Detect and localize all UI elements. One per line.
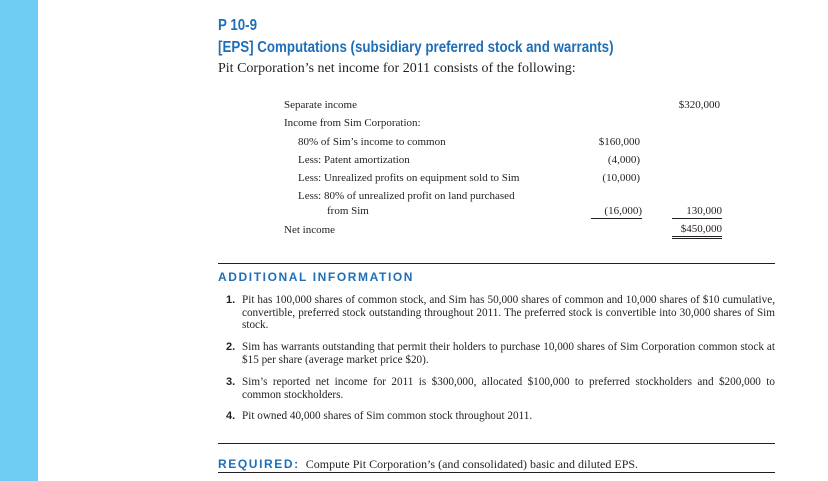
- section-divider: [218, 263, 775, 264]
- problem-title: [EPS] Computations (subsidiary preferred stock and warrants): [218, 39, 614, 56]
- info-item-number: 4.: [226, 410, 236, 422]
- patent-amortization-label: Less: Patent amortization: [298, 154, 410, 166]
- net-income-amount: $450,000: [672, 223, 722, 239]
- income-from-sim-label: Income from Sim Corporation:: [284, 117, 421, 129]
- info-item-number: 1.: [226, 294, 236, 306]
- problem-intro: Pit Corporation’s net income for 2011 consists of the following:: [218, 61, 576, 76]
- info-item-number: 3.: [226, 376, 236, 388]
- info-item-text: Sim has warrants outstanding that permit their holders to purchase 10,000 shares of Sim Corporation common stock at $15 per share (average market price $20).: [242, 341, 775, 366]
- land-profit-label-line2: from Sim: [327, 205, 369, 217]
- patent-amortization-amount: (4,000): [607, 154, 640, 166]
- equipment-profit-amount: (10,000): [602, 172, 640, 184]
- problem-number: P 10-9: [218, 17, 258, 34]
- required-section: [218, 455, 638, 473]
- equipment-profit-label: Less: Unrealized profits on equipment sold to Sim: [298, 172, 520, 184]
- section-divider: [218, 443, 775, 444]
- info-item-3: [226, 376, 775, 401]
- info-item-text: Pit has 100,000 shares of common stock, and Sim has 50,000 shares of common and 10,000 shares of $10 cumulative, convertible, preferred stock outstanding throughout 2011. The preferred stock is convertible into 30,000 shares of Sim stock.: [242, 294, 775, 331]
- info-item-text: Pit owned 40,000 shares of Sim common stock throughout 2011.: [242, 410, 533, 422]
- section-divider: [218, 472, 775, 473]
- sim-share-amount: $160,000: [598, 136, 640, 148]
- land-profit-total: 130,000: [672, 205, 722, 219]
- info-item-2: [226, 341, 775, 366]
- decorative-sidebar: [0, 0, 38, 481]
- info-item-number: 2.: [226, 341, 236, 353]
- additional-information-heading: ADDITIONAL INFORMATION: [218, 270, 415, 284]
- info-item-1: [226, 294, 775, 332]
- info-item-4: [226, 410, 775, 423]
- land-profit-label-line1: Less: 80% of unrealized profit on land purchased: [298, 190, 515, 202]
- separate-income-amount: $320,000: [678, 99, 720, 111]
- info-item-text: Sim’s reported net income for 2011 is $300,000, allocated $100,000 to preferred stockholders and $200,000 to common stockholders.: [242, 376, 775, 401]
- required-heading: REQUIRED:: [218, 457, 300, 471]
- separate-income-label: Separate income: [284, 99, 357, 111]
- net-income-label: Net income: [284, 224, 336, 236]
- land-profit-amount: (16,000): [591, 205, 642, 219]
- required-text: Compute Pit Corporation’s (and consolidated) basic and diluted EPS.: [305, 457, 639, 471]
- sim-share-label: 80% of Sim’s income to common: [298, 136, 446, 148]
